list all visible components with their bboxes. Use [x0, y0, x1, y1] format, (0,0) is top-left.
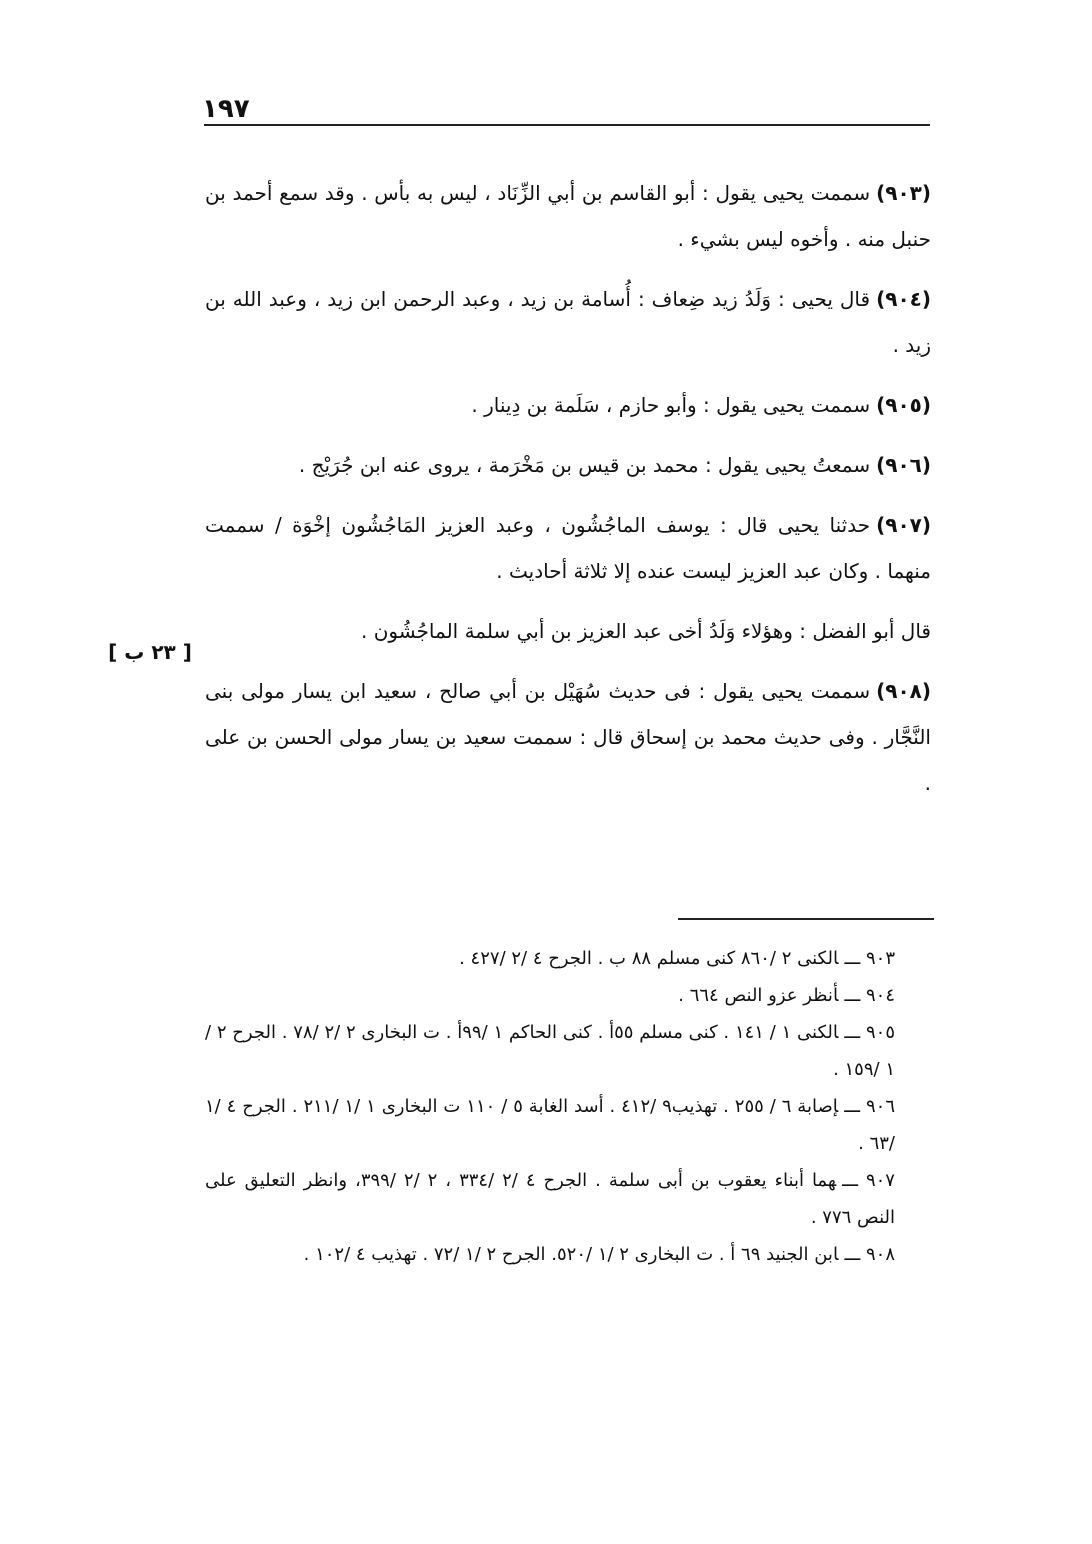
- footnote-number: ٩٠٨ ـــ: [844, 1244, 895, 1265]
- main-text: [205, 170, 931, 820]
- entry-number: (٩٠٤): [876, 287, 931, 311]
- folio-marker: [ ٢٣ ب ]: [108, 640, 192, 664]
- footnote-908: [205, 1236, 895, 1273]
- entry-904: [205, 276, 931, 368]
- footnote-text: إصابة ٦ / ٢٥٥ . تهذيب٩ /٤١٢ . أسد الغابة ٥ / ١١٠ ت البخارى ١ /١ /٢١١ . الجرح ٤ /١ /٦٣ .: [205, 1096, 895, 1154]
- footnote-903: [205, 940, 895, 977]
- footnote-906: [205, 1088, 895, 1162]
- footnote-907: [205, 1162, 895, 1236]
- entry-number: (٩٠٥): [876, 393, 931, 417]
- entry-text: قال يحيى : وَلَدُ زيد ضِعاف : أُسامة بن زيد ، وعبد الرحمن ابن زيد ، وعبد الله بن زيد .: [205, 287, 931, 357]
- entry-text: سممت يحيى يقول : وأبو حازم ، سَلَمة بن دِينار .: [471, 393, 871, 417]
- entry-906: [205, 442, 931, 488]
- footnote-number: ٩٠٥ ـــ: [844, 1022, 895, 1043]
- footnote-text: ابن الجنيد ٦٩ أ . ت البخارى ٢ /١ /٥٢٠. الجرح ٢ /١ /٧٢ . تهذيب ٤ /١٠٢ .: [303, 1244, 839, 1265]
- footnote-905: [205, 1014, 895, 1088]
- entry-number: (٩٠٣): [876, 181, 931, 205]
- entry-text: سمعتُ يحيى يقول : محمد بن قيس بن مَخْرَمة ، يروى عنه ابن جُرَيْج .: [298, 453, 871, 477]
- footnote-separator: [678, 918, 934, 920]
- footnote-number: ٩٠٦ ـــ: [844, 1096, 895, 1117]
- entry-903: [205, 170, 931, 262]
- entry-number: (٩٠٧): [876, 513, 931, 537]
- header-rule: [204, 124, 930, 126]
- footnote-number: ٩٠٧ ـــ: [842, 1170, 895, 1191]
- entry-905: [205, 382, 931, 428]
- entry-text: قال أبو الفضل : وهؤلاء وَلَدُ أخى عبد العزيز بن أبي سلمة الماجُشُون .: [360, 619, 931, 643]
- entry-text: حدثنا يحيى قال : يوسف الماجُشُون ، وعبد العزيز المَاجُشُون إخْوَة / سممت منهما . وكان عبد العزيز ليست عنده إلا ثلاثة أحاديث .: [205, 513, 931, 583]
- entry-907-note: [205, 608, 931, 654]
- entry-number: (٩٠٦): [876, 453, 931, 477]
- footnote-text: أنظر عزو النص ٦٦٤ .: [678, 985, 839, 1006]
- entry-908: [205, 668, 931, 806]
- footnote-text: هما أبناء يعقوب بن أبى سلمة . الجرح ٤ /٢ /٣٣٤ ، ٢ /٢ /٣٩٩، وانظر التعليق على النص ٧٧٦ .: [205, 1170, 895, 1228]
- entry-907: [205, 502, 931, 594]
- footnote-number: ٩٠٣ ـــ: [844, 948, 895, 969]
- entry-text: سممت يحيى يقول : فى حديث سُهَيْل بن أبي صالح ، سعيد ابن يسار مولى بنى النَّجَّار . وفى حديث محمد بن إسحاق قال : سممت سعيد بن يسار مولى الحسن بن على .: [205, 679, 931, 795]
- page-number: ١٩٧: [202, 94, 250, 124]
- entry-number: (٩٠٨): [876, 679, 931, 703]
- footnote-number: ٩٠٤ ـــ: [844, 985, 895, 1006]
- footnote-text: الكنى ١ / ١٤١ . كنى مسلم ٥٥أ . كنى الحاكم ١ /٩٩أ . ت البخارى ٢ /٢ /٧٨ . الجرح ٢ /١ /١٥٩ .: [205, 1022, 895, 1080]
- footnote-904: [205, 977, 895, 1014]
- footnotes: [205, 940, 895, 1273]
- footnote-text: الكنى ٢ /٨٦٠ كنى مسلم ٨٨ ب . الجرح ٤ /٢ /٤٢٧ .: [459, 948, 839, 969]
- entry-text: سممت يحيى يقول : أبو القاسم بن أبي الزِّنَاد ، ليس به بأس . وقد سمع أحمد بن حنبل منه . وأخوه ليس بشيء .: [205, 181, 931, 251]
